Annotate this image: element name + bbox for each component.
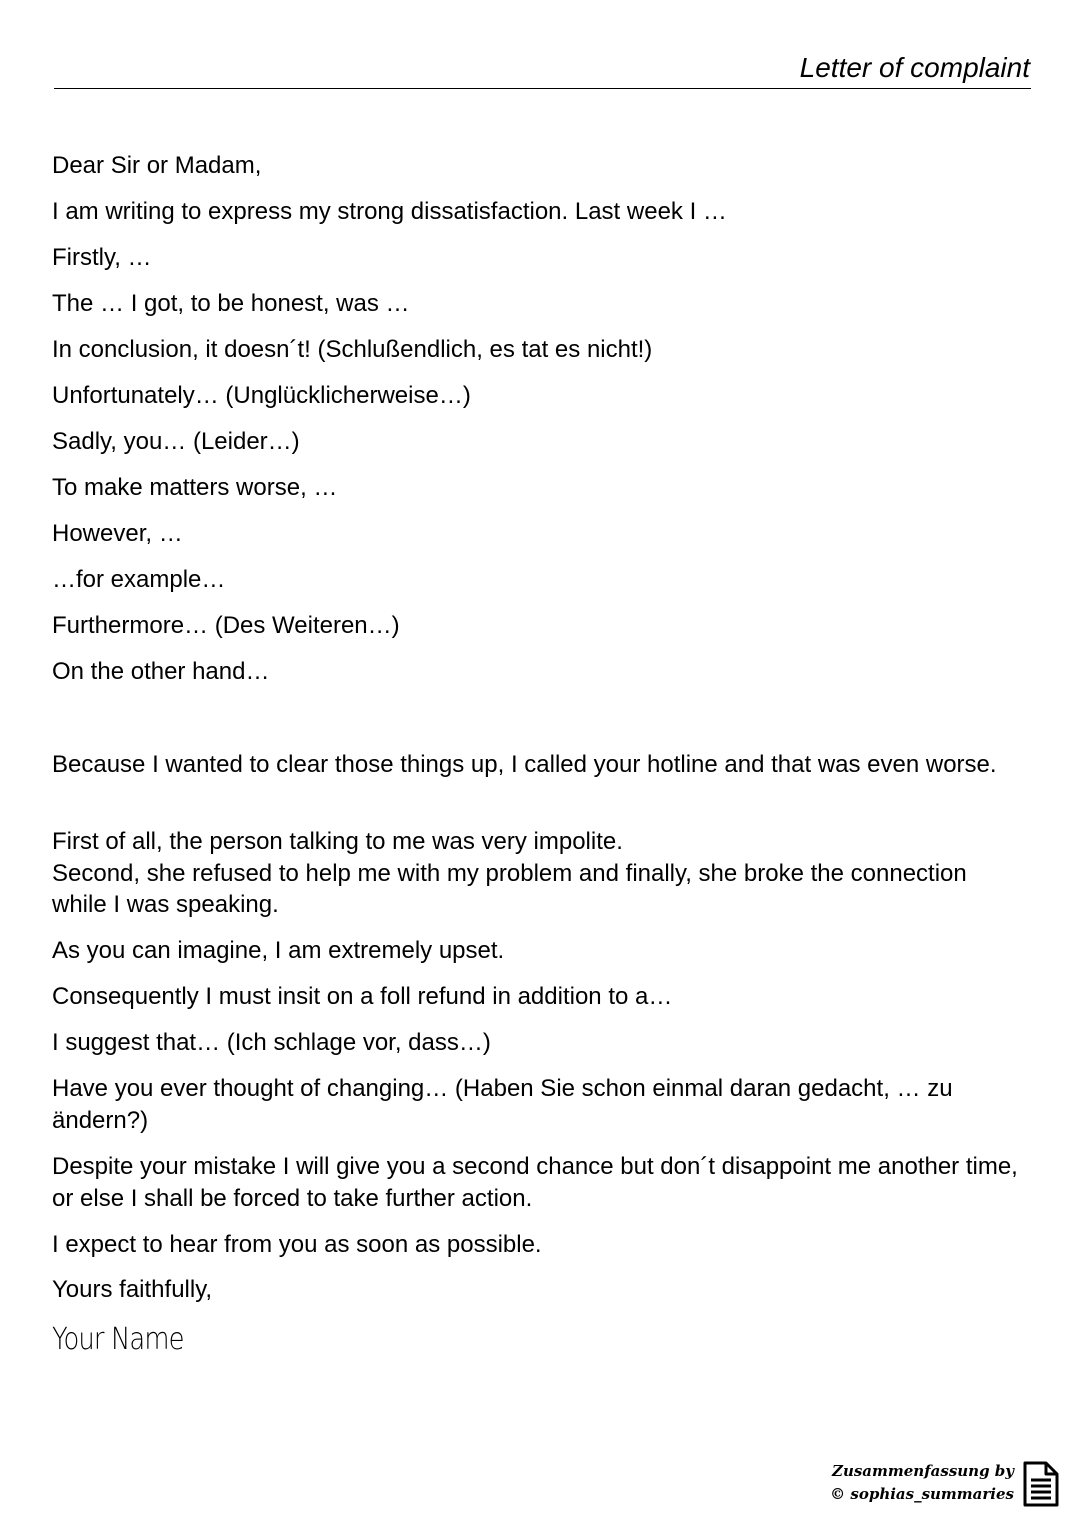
paragraph-changing: Have you ever thought of changing… (Haben Sie schon einmal daran gedacht, … zu ändern?) bbox=[52, 1075, 953, 1134]
phrase-line: Firstly, … bbox=[52, 244, 152, 271]
phrase-line: The … I got, to be honest, was … bbox=[52, 290, 410, 317]
phrase-line: I am writing to express my strong dissatisfaction. Last week I … bbox=[52, 198, 727, 225]
paragraph-despite: Despite your mistake I will give you a second chance but don´t disappoint me another time, or else I shall be forced to take further action. bbox=[52, 1153, 1018, 1212]
footer-credit-handle: © sophias_summaries bbox=[830, 1485, 1014, 1503]
phrase-line: Dear Sir or Madam, bbox=[52, 152, 262, 179]
paragraph-person-details bbox=[52, 826, 1027, 921]
paragraph-consequently: Consequently I must insit on a foll refund in addition to a… bbox=[52, 983, 673, 1010]
phrase-line: To make matters worse, … bbox=[52, 474, 338, 501]
paragraph-imagine: As you can imagine, I am extremely upset. bbox=[52, 937, 505, 964]
sentence-second: Second, she refused to help me with my problem and finally, she broke the connection while I was speaking. bbox=[52, 859, 967, 918]
footer-credit bbox=[830, 1460, 1014, 1506]
paragraph-expect: I expect to hear from you as soon as possible. bbox=[52, 1231, 542, 1258]
paragraph-hotline: Because I wanted to clear those things up, I called your hotline and that was even worse. bbox=[52, 751, 997, 778]
sentence-first-of-all: First of all, the person talking to me was very impolite. bbox=[52, 828, 623, 855]
signature: Your Name bbox=[52, 1322, 184, 1357]
phrase-line: Sadly, you… (Leider…) bbox=[52, 428, 300, 455]
document-icon bbox=[1022, 1460, 1060, 1508]
page-title: Letter of complaint bbox=[799, 52, 1030, 83]
header-divider bbox=[54, 88, 1031, 89]
phrase-line: On the other hand… bbox=[52, 658, 270, 685]
closing-line: Yours faithfully, bbox=[52, 1276, 213, 1303]
phrase-line: …for example… bbox=[52, 566, 226, 593]
phrase-line: However, … bbox=[52, 520, 183, 547]
phrase-line: In conclusion, it doesn´t! (Schlußendlich, es tat es nicht!) bbox=[52, 336, 653, 363]
phrase-line: Unfortunately… (Unglücklicherweise…) bbox=[52, 382, 471, 409]
footer-credit-line: Zusammenfassung by bbox=[832, 1462, 1014, 1480]
paragraph-suggest: I suggest that… (Ich schlage vor, dass…) bbox=[52, 1029, 491, 1056]
phrase-line: Furthermore… (Des Weiteren…) bbox=[52, 612, 400, 639]
